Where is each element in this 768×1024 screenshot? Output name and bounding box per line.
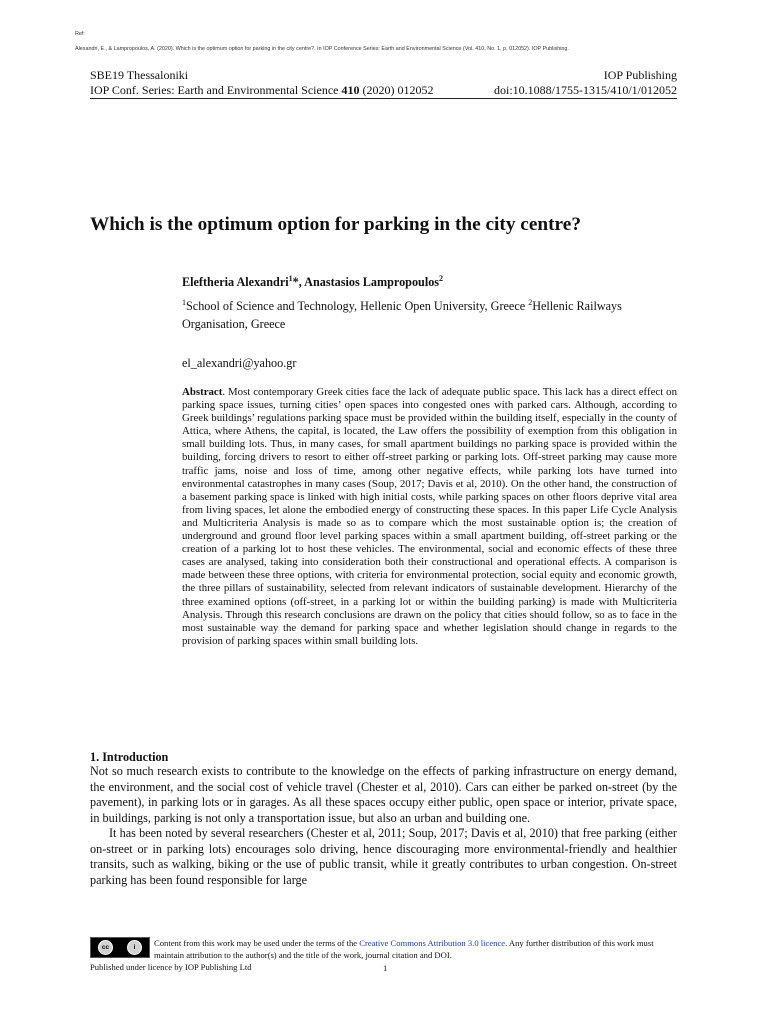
licence-pre: Content from this work may be used under the terms of the (154, 938, 358, 948)
abstract (182, 386, 677, 648)
author-2: Anastasios Lampropoulos (304, 275, 440, 290)
introduction-body (90, 764, 677, 888)
licence-notice (154, 937, 678, 961)
published-under-licence: Published under licence by IOP Publishing Ltd (90, 962, 252, 972)
affil-2: Hellenic Railways Organisation, Greece (182, 299, 622, 332)
licence-link[interactable]: Creative Commons Attribution 3.0 licence (359, 938, 506, 948)
author-2-affil: 2 (439, 274, 444, 283)
cc-icon: cc (98, 940, 113, 955)
paragraph: It has been noted by several researchers (Chester et al, 2011; Soup, 2017; Davis et al, 2010) that free parking (either on-street or in parking lots) encourages solo driving, hence discouraging more environmental-friendly and healthier transits, such as walking, biking or the use of public transit, while it greatly contributes to urban congestion. On-street parking has been found responsible for large (90, 826, 677, 887)
reference-label: Ref: (75, 31, 85, 37)
series-suffix: (2020) 012052 (359, 83, 434, 97)
running-header-top (90, 68, 677, 83)
affil-1-mark: 1 (182, 298, 186, 307)
author-1: Eleftheria Alexandri (182, 275, 289, 290)
author-email[interactable]: el_alexandri@yahoo.gr (182, 356, 297, 370)
creative-commons-badge[interactable] (90, 937, 150, 958)
abstract-label: Abstract (182, 386, 223, 398)
header-divider (90, 98, 677, 99)
conference-name: SBE19 Thessaloniki (90, 68, 189, 82)
publisher-name: IOP Publishing (603, 68, 677, 82)
reference-note (75, 27, 569, 57)
author-list (182, 274, 443, 290)
series-prefix: IOP Conf. Series: Earth and Environmental Science (90, 83, 342, 97)
journal-series (90, 83, 434, 98)
doi[interactable]: doi:10.1088/1755-1315/410/1/012052 (494, 83, 677, 97)
attribution-icon: i (127, 940, 142, 955)
page-number: 1 (383, 963, 388, 973)
paragraph: Not so much research exists to contribute to the knowledge on the effects of parking infrastructure on energy demand, the environment, and the social cost of vehicle travel (Chester et al, 2010). Cars can either be parked on-street (by the pavement), in parking lots or in garages. As all these spaces occupy either public, open space or interior, private space, in buildings, parking is not only a transportation issue, but also an urban and building one. (90, 764, 677, 825)
abstract-text: . Most contemporary Greek cities face the lack of adequate public space. This lack has a direct effect on parking space issues, turning cities’ open spaces into congested ones with parked cars. Although, according to Greek buildings’ regulations parking space must be provided within the building itself, especially in the county of Attica, where Athens, the capital, is located, the Law offers the possibility of exemption from this obligation in small building lots. Thus, in many cases, for small apartment buildings no parking space is provided within the building, forcing drivers to resort to either off-street parking or parking lots. Off-street parking may cause more traffic jams, noise and loss of time, among other negative effects, while parking lots have turned into environmental catastrophes in many cases (Soup, 2017; Davis et al, 2010). On the other hand, the construction of a basement parking space is linked with high initial costs, while parking spaces on other floors deprive vital area from living spaces, let alone the embodied energy of constructing these spaces. In this paper Life Cycle Analysis and Multicriteria Analysis is made so as to compare which the most sustainable option is; the creation of underground and ground floor level parking spaces within a small apartment building, off-street parking or the creation of a parking lot to host these vehicles. The environmental, social and economic effects of these three cases are analysed, taking into consideration both their constructional and operational effects. A comparison is made between these three options, with criteria for environmental protection, social equity and economic growth, the three pillars of sustainability, selected from relevant indicators of sustainable development. Hierarchy of the three examined options (off-street, in a parking lot or within the building parking) is made with Multicriteria Analysis. Through this research conclusions are drawn on the policy that cities should follow, so as to face in the most sustainable way the demand for parking space and whether legislation should change in regards to the provision of parking spaces within small building lots. (182, 386, 677, 647)
licence-post: . Any further distribution of this work must maintain attribution to the author(s) and the title of the work, journal citation and DOI. (154, 938, 654, 960)
paper-title: Which is the optimum option for parking in the city centre? (90, 214, 581, 235)
running-header-bottom (90, 83, 677, 98)
affil-1: School of Science and Technology, Hellenic Open University, Greece (186, 299, 529, 314)
author-1-affil: 1 (288, 274, 293, 283)
affiliations (182, 294, 662, 333)
corresponding-mark: *, (292, 275, 305, 290)
reference-citation: Alexandri, E., & Lampropoulos, A. (2020). Which is the optimum option for parking in the city centre?. In IOP Conference Series: Earth and Environmental Science (Vol. 410, No. 1, p. 012052). IOP Publishing. (75, 46, 569, 52)
series-volume: 410 (341, 83, 360, 97)
section-heading-introduction: 1. Introduction (90, 750, 169, 764)
affil-2-mark: 2 (528, 298, 533, 307)
